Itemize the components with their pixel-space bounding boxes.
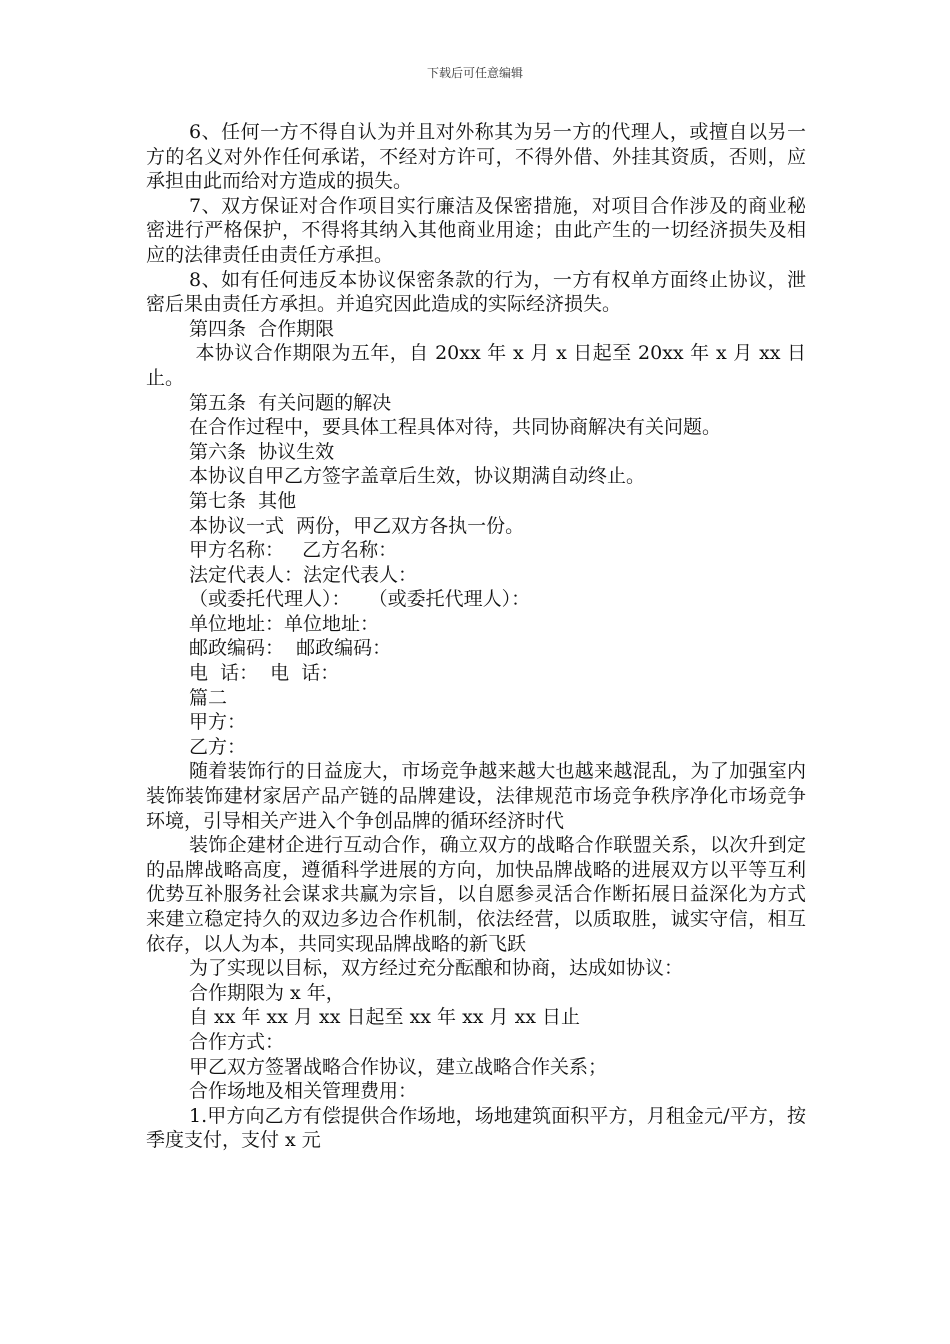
paragraph: 6、任何一方不得自认为并且对外称其为另一方的代理人，或擅自以另一方的名义对外作任何承诺，不经对方许可，不得外借、外挂其资质，否则，应承担由此而给对方造成的损失。 bbox=[146, 121, 806, 193]
paragraph: 本协议合作期限为五年，自 20xx 年 x 月 x 日起至 20xx 年 x 月 xx 日止。 bbox=[146, 342, 806, 389]
paragraph: 随着装饰行的日益庞大，市场竞争越来越大也越来越混乱，为了加强室内装饰装饰建材家居产品产链的品牌建设，法律规范市场竞争秩序净化市场竞争环境，引导相关产进入个争创品牌的循环经济时代 bbox=[146, 760, 806, 832]
paragraph: 8、如有任何违反本协议保密条款的行为，一方有权单方面终止协议，泄密后果由责任方承担。并追究因此造成的实际经济损失。 bbox=[146, 268, 806, 316]
paragraph: 本协议一式 两份，甲乙双方各执一份。 bbox=[189, 514, 525, 537]
section-heading: 第四条 合作期限 bbox=[189, 317, 335, 340]
paragraph: 合作方式： bbox=[189, 1030, 285, 1053]
paragraph: 甲乙双方签署战略合作协议，建立战略合作关系； bbox=[189, 1055, 608, 1078]
section-heading: 第七条 其他 bbox=[189, 489, 297, 512]
signature-line: 电 话： 电 话： bbox=[189, 662, 340, 685]
paragraph: 在合作过程中，要具体工程具体对待，共同协商解决有关问题。 bbox=[189, 416, 722, 439]
paragraph: 装饰企建材企进行互动合作，确立双方的战略合作联盟关系，以次升到定的品牌战略高度，遵循科学进展的方向，加快品牌战略的进展双方以平等互利优势互补服务社会谋求共赢为宗旨，以自愿参灵活合作断拓展日益深化为方式来建立稳定持久的双边多边合作机制，依法经营，以质取胜，诚实守信，相互依存，以人为本，共同实现品牌战略的新飞跃 bbox=[146, 834, 806, 955]
page-header: 下载后可任意编辑 bbox=[426, 66, 523, 80]
paragraph: 本协议自甲乙方签字盖章后生效，协议期满自动终止。 bbox=[189, 465, 646, 488]
paragraph: 合作场地及相关管理费用： bbox=[189, 1080, 418, 1103]
signature-line: 甲方名称： 乙方名称： bbox=[189, 539, 398, 562]
paragraph: 为了实现以目标，双方经过充分酝酿和协商，达成如协议： bbox=[189, 957, 684, 980]
paragraph: 合作期限为 x 年， bbox=[189, 981, 345, 1004]
party-line: 甲方： bbox=[189, 711, 247, 734]
party-line: 乙方： bbox=[189, 735, 247, 758]
section-heading: 第六条 协议生效 bbox=[189, 440, 335, 463]
section-heading: 篇二 bbox=[189, 686, 228, 709]
paragraph: 7、双方保证对合作项目实行廉洁及保密措施，对项目合作涉及的商业秘密进行严格保护，不得将其纳入其他商业用途；由此产生的一切经济损失及相应的法律责任由责任方承担。 bbox=[146, 194, 806, 266]
section-heading: 第五条 有关问题的解决 bbox=[189, 391, 392, 414]
document-body bbox=[146, 120, 806, 1153]
signature-line: 邮政编码： 邮政编码： bbox=[189, 637, 392, 660]
signature-line: 法定代表人：法定代表人： bbox=[189, 563, 418, 586]
paragraph: 1.甲方向乙方有偿提供合作场地，场地建筑面积平方，月租金元/平方，按季度支付，支付 x 元 bbox=[146, 1104, 806, 1152]
signature-line: 单位地址：单位地址： bbox=[189, 612, 380, 635]
signature-line: （或委托代理人）： （或委托代理人）： bbox=[189, 588, 531, 611]
paragraph: 自 xx 年 xx 月 xx 日起至 xx 年 xx 月 xx 日止 bbox=[189, 1006, 581, 1029]
